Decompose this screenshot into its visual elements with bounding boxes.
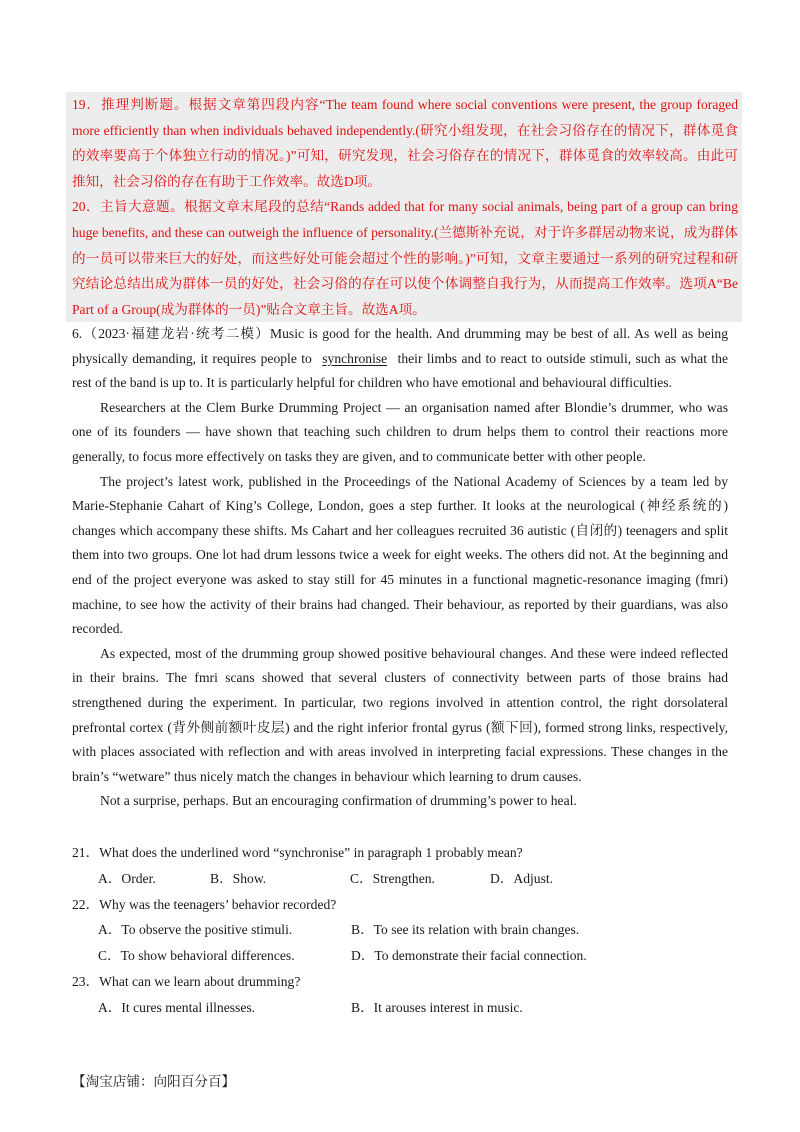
question-22-stem: 22．Why was the teenagers’ behavior recorded? [72, 896, 337, 912]
passage-p1-after: their limbs and to react to outside stimuli, such as what the rest of the band is up to. It is particularly helpful for children who have emotional and behavioural difficulties. [72, 350, 728, 391]
question-23-stem: 23．What can we learn about drumming? [72, 973, 301, 989]
question-21-stem: 21．What does the underlined word “synchronise” in paragraph 1 probably mean? [72, 845, 523, 860]
question-22-option-c: C．To show behavioral differences. [98, 948, 295, 964]
question-21-option-a: A．Order. [98, 870, 156, 886]
question-21-option-d: D．Adjust. [490, 870, 554, 886]
passage-paragraph-1 [72, 322, 728, 396]
question-22-option-d: D．To demonstrate their facial connection. [351, 948, 587, 964]
question-22-options-row-1 [98, 917, 728, 943]
underlined-word: synchronise [322, 350, 388, 366]
question-22-option-a: A．To observe the positive stimuli. [98, 922, 293, 938]
question-23-option-a: A．It cures mental illnesses. [98, 999, 256, 1015]
passage-paragraph-3: The project’s latest work, published in the Proceedings of the National Academy of Sciences by a team led by Marie-Stephanie Cahart of King’s College, London, goes a step further. It looks at the neurological (神经系统的) changes which accompany these shifts. Ms Cahart and her colleagues recruited 36 autistic (自闭的) teenagers and split them into two groups. One lot had drum lessons twice a week for eight weeks. The others did not. At the beginning and end of the project everyone was asked to stay still for 45 minutes in a functional magnetic-resonance imaging (fmri) machine, to see how the activity of their brains had changed. Their behaviour, as reported by their guardians, was also recorded. [72, 473, 728, 637]
answer-explanation-box [66, 92, 742, 322]
question-23-option-b: B．It arouses interest in music. [351, 999, 523, 1015]
question-23-options [98, 995, 728, 1021]
question-22-option-b: B．To see its relation with brain changes. [351, 922, 580, 938]
question-22-options-row-2 [98, 943, 728, 969]
answer-explanation-20: 20．主旨大意题。根据文章末尾段的总结“Rands added that for many social animals, being part of a group can bring huge benefits, and these can outweigh the influence of personality.(兰德斯补充说，对于许多群居动物来说，成为群体的一员可以带来巨大的好处，而这些好处可能会超过个性的影响。)”可知，文章主要通过一系列的研究过程和研究结论总结出成为群体一员的好处，社会习俗的存在可以使个体调整自我行为，从而提高工作效率。选项A“Be Part of a Group(成为群体的一员)”贴合文章主旨。故选A项。 [72, 199, 738, 317]
passage-paragraph-2: Researchers at the Clem Burke Drumming Project — an organisation named after Blondie’s drummer, who was one of its founders — have shown that teaching such children to drum helps them to control their reactions more generally, to focus more effectively on tasks they are given, and to communicate better with other people. [72, 399, 728, 464]
question-21-option-c: C．Strengthen. [350, 870, 435, 886]
reading-passage [72, 322, 728, 814]
question-list [72, 840, 728, 1021]
question-21-option-b: B．Show. [210, 870, 267, 886]
passage-paragraph-4: As expected, most of the drumming group showed positive behavioural changes. And these were indeed reflected in their brains. The fmri scans showed that several clusters of connectivity between parts of those brains had strengthened during the experiment. In particular, two regions involved in attention control, the right dorsolateral prefrontal cortex (背外侧前额叶皮层) and the right inferior frontal gyrus (额下回), formed strong links, respectively, with places associated with reflection and with areas involved in interpreting facial expressions. These changes in the brain’s “wetware” thus nicely match the changes in behaviour which learning to drum causes. [72, 645, 728, 784]
answer-explanation-19: 19．推理判断题。根据文章第四段内容“The team found where social conventions were present, the group foraged more efficiently than when individuals behaved independently.(研究小组发现，在社会习俗存在的情况下，群体觅食的效率要高于个体独立行动的情况。)”可知，研究发现，社会习俗存在的情况下，群体觅食的效率较高。由此可推知，社会习俗的存在有助于工作效率。故选D项。 [72, 97, 738, 189]
shop-footer: 【淘宝店铺：向阳百分百】 [72, 1074, 236, 1090]
passage-paragraph-5: Not a surprise, perhaps. But an encouraging confirmation of drumming’s power to heal. [100, 793, 577, 809]
passage-p1-before: 6.（2023·福建龙岩·统考二模）Music is good for the health. And drumming may be best of all. As well as being physically demanding, it requires people to [72, 326, 728, 366]
question-21-options [98, 866, 728, 892]
